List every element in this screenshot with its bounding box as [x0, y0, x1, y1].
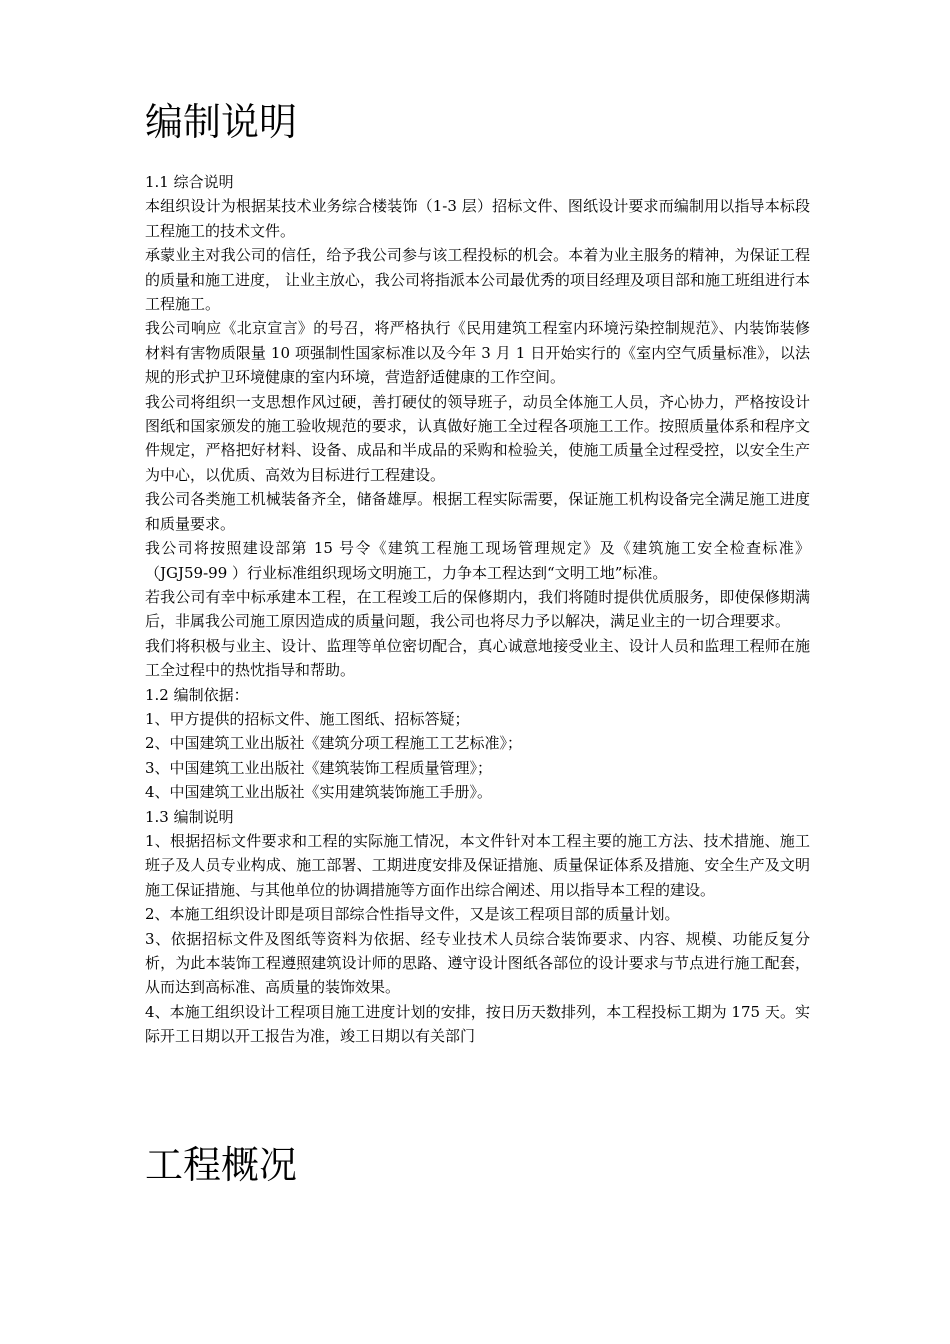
- list-item: 2、本施工组织设计即是项目部综合性指导文件，又是该工程项目部的质量计划。: [145, 905, 680, 924]
- subheading-1-2: 1.2 编制依据：: [145, 685, 249, 704]
- paragraph: 我公司响应《北京宣言》的号召，将严格执行《民用建筑工程室内环境污染控制规范》、内装饰装修材料有害物质限量 10 项强制性国家标准以及今年 3 月 1 日开始实行的《室内空气质量标准》，以法规的形式护卫环境健康的室内环境，营造舒适健康的工作空间。: [145, 319, 810, 387]
- list-item: 3、中国建筑工业出版社《建筑装饰工程质量管理》；: [145, 758, 493, 777]
- document-body: [145, 170, 810, 1049]
- list-item: 3、依据招标文件及图纸等资料为依据、经专业技术人员综合装饰要求、内容、规模、功能反复分析，为此本装饰工程遵照建筑设计师的思路、遵守设计图纸各部位的设计要求与节点进行施工配套，从而达到高标准、高质量的装饰效果。: [145, 929, 810, 997]
- list-item: 1、甲方提供的招标文件、施工图纸、招标答疑；: [145, 709, 470, 728]
- paragraph: 我公司将组织一支思想作风过硬，善打硬仗的领导班子，动员全体施工人员，齐心协力，严格按设计图纸和国家颁发的施工验收规范的要求，认真做好施工全过程各项施工工作。按照质量体系和程序文件规定，严格把好材料、设备、成品和半成品的采购和检验关，使施工质量全过程受控，以安全生产为中心，以优质、高效为目标进行工程建设。: [145, 392, 810, 484]
- paragraph: 若我公司有幸中标承建本工程，在工程竣工后的保修期内，我们将随时提供优质服务，即使保修期满后，非属我公司施工原因造成的质量问题，我公司也将尽力予以解决，满足业主的一切合理要求。: [145, 587, 810, 631]
- paragraph: 本组织设计为根据某技术业务综合楼装饰（1-3 层）招标文件、图纸设计要求而编制用以指导本标段工程施工的技术文件。: [145, 197, 810, 240]
- paragraph: 我公司将按照建设部第 15 号令《建筑工程施工现场管理规定》及《建筑施工安全检查标准》（JGJ59-99 ）行业标准组织现场文明施工，力争本工程达到“文明工地”标准。: [145, 539, 810, 582]
- paragraph: 我们将积极与业主、设计、监理等单位密切配合，真心诚意地接受业主、设计人员和监理工程师在施工全过程中的热忱指导和帮助。: [145, 636, 810, 680]
- section-title-project-overview: 工程概况: [145, 1143, 298, 1187]
- list-item: 4、中国建筑工业出版社《实用建筑装饰施工手册》。: [145, 783, 493, 802]
- subheading-1-1: 1.1 综合说明: [145, 173, 234, 191]
- list-item: 2、中国建筑工业出版社《建筑分项工程施工工艺标准》；: [145, 734, 523, 753]
- paragraph: 承蒙业主对我公司的信任，给予我公司参与该工程投标的机会。本着为业主服务的精神，为保证工程的质量和施工进度， 让业主放心，我公司将指派本公司最优秀的项目经理及项目部和施工班组进行本工程施工。: [145, 246, 810, 314]
- section-title-compilation-notes: 编制说明: [145, 100, 298, 144]
- subheading-1-3: 1.3 编制说明: [145, 807, 234, 826]
- paragraph: 我公司各类施工机械装备齐全，储备雄厚。根据工程实际需要，保证施工机构设备完全满足施工进度和质量要求。: [145, 490, 810, 533]
- list-item: 4、本施工组织设计工程项目施工进度计划的安排，按日历天数排列，本工程投标工期为 175 天。实际开工日期以开工报告为准，竣工日期以有关部门: [145, 1002, 810, 1046]
- list-item: 1、根据招标文件要求和工程的实际施工情况，本文件针对本工程主要的施工方法、技术措施、施工班子及人员专业构成、施工部署、工期进度安排及保证措施、质量保证体系及措施、安全生产及文明施工保证措施、与其他单位的协调措施等方面作出综合阐述、用以指导本工程的建设。: [145, 831, 810, 899]
